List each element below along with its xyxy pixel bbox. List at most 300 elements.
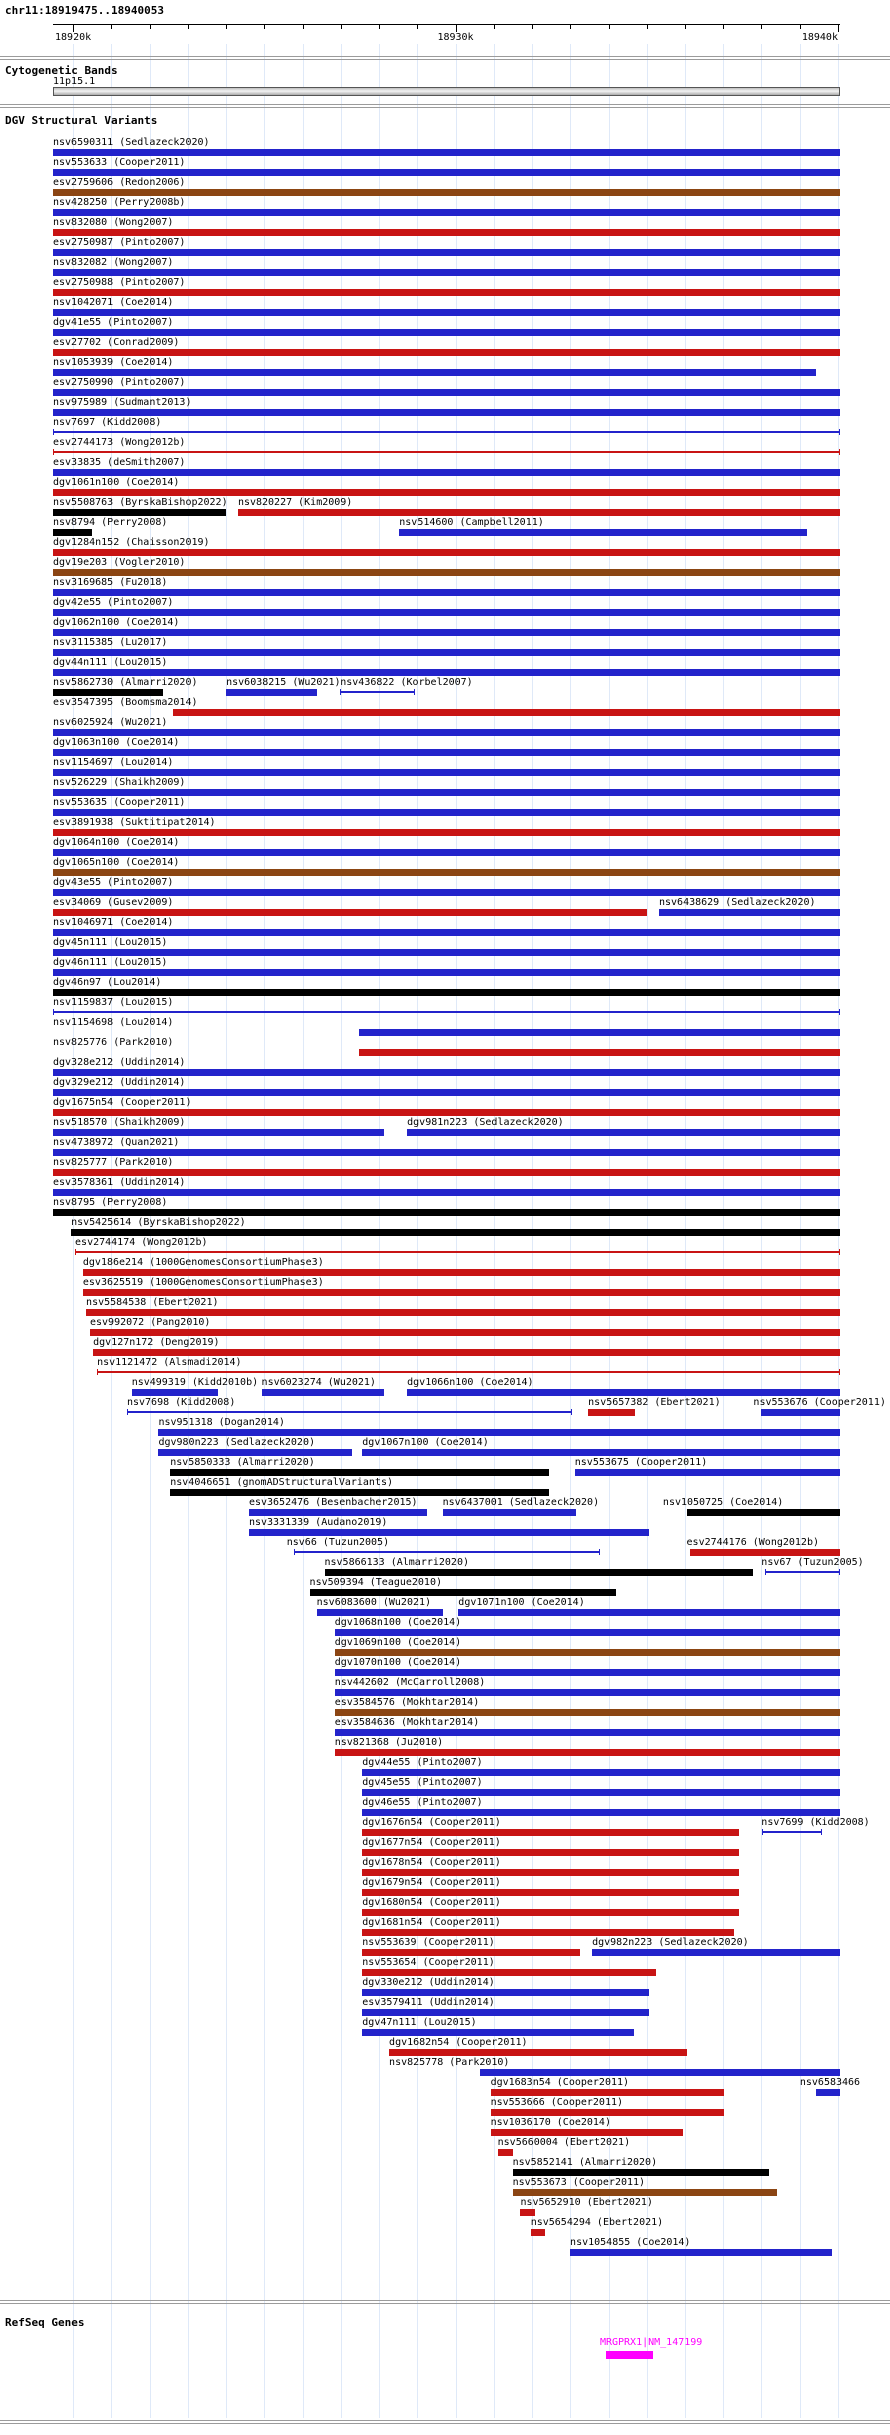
ruler-tick xyxy=(188,25,189,29)
coordinate-ruler xyxy=(53,24,840,46)
variant-bar[interactable] xyxy=(249,1509,427,1516)
variant-label[interactable]: nsv6583466 xyxy=(799,2077,861,2088)
variant-bar[interactable] xyxy=(53,269,840,276)
variant-label[interactable]: nsv553633 (Cooper2011) xyxy=(53,157,186,168)
variant-row xyxy=(53,1178,840,1198)
variant-row xyxy=(53,378,840,398)
variant-label[interactable]: dgv46e55 (Pinto2007) xyxy=(362,1797,483,1808)
variant-label[interactable]: esv3652476 (Besenbacher2015) xyxy=(248,1497,418,1508)
variant-row xyxy=(53,1878,840,1898)
variant-label[interactable]: nsv526229 (Shaikh2009) xyxy=(53,777,186,788)
variant-bar[interactable] xyxy=(53,889,840,896)
variant-label[interactable]: dgv1683n54 (Cooper2011) xyxy=(490,2077,630,2088)
variant-label[interactable]: nsv1042071 (Coe2014) xyxy=(53,297,174,308)
variant-label[interactable]: dgv44n111 (Lou2015) xyxy=(53,657,168,668)
variant-bar[interactable] xyxy=(53,629,840,636)
variant-label[interactable]: dgv1284n152 (Chaisson2019) xyxy=(53,537,210,548)
variant-bar[interactable] xyxy=(389,2049,686,2056)
variant-bar[interactable] xyxy=(93,1349,840,1356)
variant-bar[interactable] xyxy=(53,829,840,836)
variant-label[interactable]: esv2750990 (Pinto2007) xyxy=(53,377,186,388)
variant-bar[interactable] xyxy=(335,1709,840,1716)
variant-bar[interactable] xyxy=(491,2129,683,2136)
cytoband-track-title: Cytogenetic Bands xyxy=(5,64,118,77)
variant-bar[interactable] xyxy=(362,1869,739,1876)
variant-bar[interactable] xyxy=(226,689,317,696)
variant-bar[interactable] xyxy=(53,569,840,576)
variant-bar[interactable] xyxy=(53,509,226,516)
variant-label[interactable]: nsv509394 (Teague2010) xyxy=(309,1577,442,1588)
gene-bar[interactable] xyxy=(606,2351,652,2359)
variant-label[interactable]: esv3891938 (Suktitipat2014) xyxy=(53,817,216,828)
variant-label[interactable]: nsv499319 (Kidd2010b) xyxy=(131,1377,259,1388)
variant-bar[interactable] xyxy=(362,1769,840,1776)
variant-label[interactable]: nsv436822 (Korbel2007) xyxy=(340,677,473,688)
variant-row xyxy=(53,958,840,978)
variant-label[interactable]: nsv553666 (Cooper2011) xyxy=(490,2097,624,2108)
variant-bar[interactable] xyxy=(53,749,840,756)
refseq-track-title: RefSeq Genes xyxy=(5,2316,85,2329)
variant-label[interactable]: nsv4738972 (Quan2021) xyxy=(53,1137,180,1148)
variant-label[interactable]: dgv1071n100 (Coe2014) xyxy=(458,1597,585,1608)
variant-label[interactable]: dgv1682n54 (Cooper2011) xyxy=(389,2037,528,2048)
variant-bar[interactable] xyxy=(498,2149,514,2156)
variant-label[interactable]: nsv553654 (Cooper2011) xyxy=(362,1957,495,1968)
variant-bar[interactable] xyxy=(53,149,840,156)
ruler-tick xyxy=(685,25,686,29)
variant-label[interactable]: dgv329e212 (Uddin2014) xyxy=(53,1077,186,1088)
variant-label[interactable]: nsv553676 (Cooper2011) xyxy=(753,1397,886,1408)
variant-bar[interactable] xyxy=(362,1449,840,1456)
variant-label[interactable]: esv2744174 (Wong2012b) xyxy=(75,1237,208,1248)
variant-label[interactable]: nsv7698 (Kidd2008) xyxy=(126,1397,236,1408)
dgv-track-title: DGV Structural Variants xyxy=(5,114,158,127)
variant-row xyxy=(53,498,840,518)
variant-bar[interactable] xyxy=(362,1849,739,1856)
variant-label[interactable]: dgv1681n54 (Cooper2011) xyxy=(362,1917,501,1928)
variant-label[interactable]: dgv1069n100 (Coe2014) xyxy=(334,1637,462,1648)
variant-label[interactable]: dgv1063n100 (Coe2014) xyxy=(53,737,180,748)
variant-row xyxy=(53,1458,840,1478)
variant-bar[interactable] xyxy=(53,1169,840,1176)
variant-bar[interactable] xyxy=(491,2109,725,2116)
variant-label[interactable]: nsv442602 (McCarroll2008) xyxy=(334,1677,486,1688)
variant-label[interactable]: dgv44e55 (Pinto2007) xyxy=(362,1757,483,1768)
variant-bar[interactable] xyxy=(53,549,840,556)
variant-label[interactable]: dgv1070n100 (Coe2014) xyxy=(334,1657,462,1668)
variant-label[interactable]: dgv41e55 (Pinto2007) xyxy=(53,317,174,328)
variant-label[interactable]: nsv67 (Tuzun2005) xyxy=(761,1557,864,1568)
variant-bar[interactable] xyxy=(310,1589,616,1596)
ruler-tick xyxy=(647,25,648,29)
variant-label[interactable]: nsv5852141 (Almarri2020) xyxy=(512,2157,658,2168)
variant-bar[interactable] xyxy=(53,589,840,596)
variant-bar[interactable] xyxy=(53,769,840,776)
variant-bar[interactable] xyxy=(170,1469,549,1476)
variant-label[interactable]: nsv5850333 (Almarri2020) xyxy=(170,1457,315,1468)
variant-label[interactable]: esv992072 (Pang2010) xyxy=(89,1317,211,1328)
variant-bar[interactable] xyxy=(53,869,840,876)
variant-label[interactable]: nsv8795 (Perry2008) xyxy=(53,1197,168,1208)
variant-label[interactable]: nsv6025924 (Wu2021) xyxy=(53,717,168,728)
variant-row xyxy=(53,1078,840,1098)
variant-row xyxy=(53,1158,840,1178)
variant-bar[interactable] xyxy=(262,1389,384,1396)
variant-label[interactable]: nsv1053939 (Coe2014) xyxy=(53,357,174,368)
variant-bar[interactable] xyxy=(762,1831,822,1833)
variant-bar[interactable] xyxy=(362,1949,580,1956)
variant-bar[interactable] xyxy=(659,909,840,916)
variant-label[interactable]: dgv1068n100 (Coe2014) xyxy=(334,1617,462,1628)
variant-label[interactable]: dgv981n223 (Sedlazeck2020) xyxy=(407,1117,564,1128)
variant-bar[interactable] xyxy=(362,1809,840,1816)
variant-bar[interactable] xyxy=(53,489,840,496)
variant-label[interactable]: dgv127n172 (Deng2019) xyxy=(93,1337,220,1348)
variant-bar[interactable] xyxy=(53,669,840,676)
variant-label[interactable]: esv3579411 (Uddin2014) xyxy=(362,1997,495,2008)
variant-label[interactable]: dgv1680n54 (Cooper2011) xyxy=(362,1897,501,1908)
variant-label[interactable]: nsv825777 (Park2010) xyxy=(53,1157,174,1168)
variant-bar[interactable] xyxy=(83,1289,840,1296)
variant-bar[interactable] xyxy=(97,1371,840,1373)
variant-bar[interactable] xyxy=(53,431,840,433)
variant-bar[interactable] xyxy=(335,1749,840,1756)
ruler-tick xyxy=(73,25,74,32)
variant-label[interactable]: nsv3115385 (Lu2017) xyxy=(53,637,168,648)
variant-bar[interactable] xyxy=(53,689,163,696)
variant-bar[interactable] xyxy=(53,789,840,796)
variant-label[interactable]: nsv5866133 (Almarri2020) xyxy=(324,1557,469,1568)
variant-label[interactable]: dgv1067n100 (Coe2014) xyxy=(362,1437,489,1448)
variant-bar[interactable] xyxy=(170,1489,549,1496)
variant-bar[interactable] xyxy=(690,1549,840,1556)
variant-bar[interactable] xyxy=(53,369,816,376)
variant-label[interactable]: nsv6590311 (Sedlazeck2020) xyxy=(53,137,210,148)
variant-bar[interactable] xyxy=(53,969,840,976)
variant-row xyxy=(53,918,840,938)
variant-row xyxy=(53,1638,840,1658)
variant-bar[interactable] xyxy=(362,1969,656,1976)
variant-bar[interactable] xyxy=(362,1929,733,1936)
ruler-tick-label: 18920k xyxy=(55,32,92,43)
variant-bar[interactable] xyxy=(53,1149,840,1156)
variant-label[interactable]: dgv42e55 (Pinto2007) xyxy=(53,597,174,608)
variant-bar[interactable] xyxy=(53,1209,840,1216)
variant-label[interactable]: nsv5654294 (Ebert2021) xyxy=(530,2217,664,2228)
variant-bar[interactable] xyxy=(335,1649,840,1656)
variant-label[interactable]: nsv1054855 (Coe2014) xyxy=(570,2237,691,2248)
variant-label[interactable]: nsv1121472 (Alsmadi2014) xyxy=(97,1357,242,1368)
variant-bar[interactable] xyxy=(53,1011,840,1013)
track-separator xyxy=(0,56,890,57)
variant-label[interactable]: dgv45e55 (Pinto2007) xyxy=(362,1777,483,1788)
variant-label[interactable]: nsv821368 (Ju2010) xyxy=(334,1737,444,1748)
variant-bar[interactable] xyxy=(53,189,840,196)
variant-label[interactable]: dgv1062n100 (Coe2014) xyxy=(53,617,180,628)
variant-bar[interactable] xyxy=(458,1609,840,1616)
variant-row xyxy=(53,1838,840,1858)
variant-bar[interactable] xyxy=(335,1629,840,1636)
variant-label[interactable]: dgv328e212 (Uddin2014) xyxy=(53,1057,186,1068)
variant-label[interactable]: nsv5425614 (ByrskaBishop2022) xyxy=(71,1217,246,1228)
variant-label[interactable]: nsv6038215 (Wu2021) xyxy=(226,677,341,688)
variant-row xyxy=(53,1598,840,1618)
variant-bar[interactable] xyxy=(53,949,840,956)
variant-bar[interactable] xyxy=(362,1889,739,1896)
variant-label[interactable]: nsv518570 (Shaikh2009) xyxy=(53,1117,186,1128)
variant-bar[interactable] xyxy=(53,809,840,816)
variant-bar[interactable] xyxy=(53,349,840,356)
variant-bar[interactable] xyxy=(531,2229,545,2236)
variant-row xyxy=(53,2218,840,2238)
variant-bar[interactable] xyxy=(294,1551,600,1553)
variant-label[interactable]: dgv1679n54 (Cooper2011) xyxy=(362,1877,501,1888)
variant-bar[interactable] xyxy=(53,229,840,236)
variant-bar[interactable] xyxy=(71,1229,840,1236)
cytoband-bar[interactable] xyxy=(53,87,840,96)
variant-label[interactable]: nsv7699 (Kidd2008) xyxy=(761,1817,870,1828)
variant-label[interactable]: nsv514600 (Campbell2011) xyxy=(399,517,544,528)
variant-bar[interactable] xyxy=(335,1669,840,1676)
variant-label[interactable]: esv34069 (Gusev2009) xyxy=(53,897,174,908)
variant-bar[interactable] xyxy=(53,929,840,936)
gene-label[interactable]: MRGPRX1|NM_147199 xyxy=(599,2337,703,2348)
variant-row xyxy=(53,598,840,618)
variant-bar[interactable] xyxy=(53,649,840,656)
variant-bar[interactable] xyxy=(816,2089,840,2096)
variant-row xyxy=(53,1298,840,1318)
variant-row xyxy=(53,1557,864,1578)
variant-row xyxy=(53,1098,840,1118)
variant-label[interactable]: nsv553673 (Cooper2011) xyxy=(512,2177,646,2188)
variant-bar[interactable] xyxy=(513,2169,770,2176)
variant-bar[interactable] xyxy=(765,1571,840,1573)
variant-label[interactable]: nsv975989 (Sudmant2013) xyxy=(53,397,192,408)
variant-bar[interactable] xyxy=(399,529,807,536)
variant-bar[interactable] xyxy=(53,1189,840,1196)
ruler-tick xyxy=(723,25,724,29)
variant-bar[interactable] xyxy=(53,389,840,396)
variant-label[interactable]: nsv832080 (Wong2007) xyxy=(53,217,174,228)
variant-bar[interactable] xyxy=(86,1309,840,1316)
variant-label[interactable]: nsv6438629 (Sedlazeck2020) xyxy=(658,897,816,908)
variant-label[interactable]: esv3625519 (1000GenomesConsortiumPhase3) xyxy=(82,1277,324,1288)
variant-label[interactable]: dgv19e203 (Vogler2010) xyxy=(53,557,186,568)
variant-bar[interactable] xyxy=(570,2249,832,2256)
variant-label[interactable]: nsv1050725 (Coe2014) xyxy=(662,1497,784,1508)
variant-bar[interactable] xyxy=(53,469,840,476)
variant-label[interactable]: nsv5584538 (Ebert2021) xyxy=(86,1297,219,1308)
variant-label[interactable]: dgv1065n100 (Coe2014) xyxy=(53,857,180,868)
refseq-genes xyxy=(53,2338,840,2378)
variant-label[interactable]: nsv3169685 (Fu2018) xyxy=(53,577,168,588)
ruler-tick xyxy=(532,25,533,29)
variant-label[interactable]: dgv982n223 (Sedlazeck2020) xyxy=(592,1937,749,1948)
variant-label[interactable]: dgv46n97 (Lou2014) xyxy=(53,977,162,988)
variant-label[interactable]: nsv825776 (Park2010) xyxy=(53,1037,174,1048)
variant-bar[interactable] xyxy=(53,409,840,416)
variant-label[interactable]: nsv3331339 (Audano2019) xyxy=(248,1517,388,1528)
variant-bar[interactable] xyxy=(362,1909,739,1916)
variant-bar[interactable] xyxy=(249,1529,649,1536)
variant-bar[interactable] xyxy=(491,2089,725,2096)
variant-label[interactable]: nsv553635 (Cooper2011) xyxy=(53,797,186,808)
variant-bar[interactable] xyxy=(362,1789,840,1796)
variant-row xyxy=(53,1318,840,1338)
variant-bar[interactable] xyxy=(335,1689,840,1696)
variant-bar[interactable] xyxy=(127,1411,572,1413)
variant-label[interactable]: nsv825778 (Park2010) xyxy=(389,2057,510,2068)
variant-row xyxy=(53,478,840,498)
variant-bar[interactable] xyxy=(687,1509,840,1516)
variant-label[interactable]: esv33835 (deSmith2007) xyxy=(53,457,186,468)
variant-bar[interactable] xyxy=(53,309,840,316)
variant-bar[interactable] xyxy=(520,2209,534,2216)
variant-label[interactable]: dgv1678n54 (Cooper2011) xyxy=(362,1857,501,1868)
variant-label[interactable]: nsv553675 (Cooper2011) xyxy=(574,1457,708,1468)
variant-label[interactable]: esv27702 (Conrad2009) xyxy=(53,337,180,348)
variant-bar[interactable] xyxy=(480,2069,840,2076)
variant-label[interactable]: dgv980n223 (Sedlazeck2020) xyxy=(158,1437,315,1448)
variant-label[interactable]: nsv7697 (Kidd2008) xyxy=(53,417,162,428)
variant-label[interactable]: esv3584576 (Mokhtar2014) xyxy=(334,1697,480,1708)
variant-label[interactable]: dgv1066n100 (Coe2014) xyxy=(407,1377,534,1388)
variant-label[interactable]: nsv6023274 (Wu2021) xyxy=(261,1377,376,1388)
variant-bar[interactable] xyxy=(340,691,415,693)
variant-bar[interactable] xyxy=(592,1949,840,1956)
variant-label[interactable]: esv2744173 (Wong2012b) xyxy=(53,437,186,448)
variant-bar[interactable] xyxy=(407,1389,840,1396)
variant-label[interactable]: esv3547395 (Boomsma2014) xyxy=(53,697,198,708)
variant-label[interactable]: dgv43e55 (Pinto2007) xyxy=(53,877,174,888)
variant-label[interactable]: esv2750988 (Pinto2007) xyxy=(53,277,186,288)
variant-row xyxy=(53,1658,840,1678)
variant-bar[interactable] xyxy=(53,1109,840,1116)
variant-bar[interactable] xyxy=(53,1089,840,1096)
variant-bar[interactable] xyxy=(53,289,840,296)
ruler-tick xyxy=(838,25,839,32)
variant-row xyxy=(53,1578,840,1598)
variant-bar[interactable] xyxy=(83,1269,840,1276)
variant-row xyxy=(53,1118,840,1138)
variant-label[interactable]: dgv186e214 (1000GenomesConsortiumPhase3) xyxy=(82,1257,324,1268)
variant-row xyxy=(53,2098,840,2118)
variant-bar[interactable] xyxy=(53,729,840,736)
variant-bar[interactable] xyxy=(359,1029,840,1036)
variant-label[interactable]: nsv5652910 (Ebert2021) xyxy=(520,2197,653,2208)
variant-bar[interactable] xyxy=(75,1251,840,1253)
variant-label[interactable]: nsv6083600 (Wu2021) xyxy=(316,1597,432,1608)
variant-label[interactable]: dgv46n111 (Lou2015) xyxy=(53,957,168,968)
variant-label[interactable]: esv2744176 (Wong2012b) xyxy=(686,1537,819,1548)
variant-bar[interactable] xyxy=(53,329,840,336)
variant-bar[interactable] xyxy=(761,1409,840,1416)
variant-label[interactable]: nsv5862730 (Almarri2020) xyxy=(53,677,198,688)
variant-bar[interactable] xyxy=(317,1609,443,1616)
variant-label[interactable]: nsv1154698 (Lou2014) xyxy=(53,1017,174,1028)
variant-bar[interactable] xyxy=(90,1329,840,1336)
variant-bar[interactable] xyxy=(443,1509,577,1516)
variant-bar[interactable] xyxy=(513,2189,777,2196)
variant-bar[interactable] xyxy=(588,1409,635,1416)
variant-row xyxy=(53,1538,840,1558)
variant-label[interactable]: nsv5657382 (Ebert2021) xyxy=(588,1397,721,1408)
variant-bar[interactable] xyxy=(158,1429,840,1436)
variant-bar[interactable] xyxy=(575,1469,840,1476)
variant-bar[interactable] xyxy=(173,709,840,716)
variant-bar[interactable] xyxy=(53,609,840,616)
variant-row xyxy=(53,1378,840,1398)
variant-label[interactable]: dgv1675n54 (Cooper2011) xyxy=(53,1097,192,1108)
variant-label[interactable]: nsv1159837 (Lou2015) xyxy=(53,997,174,1008)
variant-bar[interactable] xyxy=(132,1389,219,1396)
variant-bar[interactable] xyxy=(359,1049,840,1056)
variant-label[interactable]: dgv1676n54 (Cooper2011) xyxy=(362,1817,501,1828)
variant-bar[interactable] xyxy=(53,989,840,996)
variant-label[interactable]: dgv1061n100 (Coe2014) xyxy=(53,477,180,488)
variant-label[interactable]: dgv1064n100 (Coe2014) xyxy=(53,837,180,848)
cytoband-label[interactable]: 11p15.1 xyxy=(53,76,96,87)
variant-bar[interactable] xyxy=(53,849,840,856)
variant-bar[interactable] xyxy=(362,1989,648,1996)
variant-bar[interactable] xyxy=(53,451,840,453)
variant-bar[interactable] xyxy=(53,209,840,216)
variant-bar[interactable] xyxy=(53,169,840,176)
variant-label[interactable]: nsv428250 (Perry2008b) xyxy=(53,197,186,208)
variant-label[interactable]: esv3584636 (Mokhtar2014) xyxy=(334,1717,480,1728)
variant-label[interactable]: nsv1046971 (Coe2014) xyxy=(53,917,174,928)
variant-label[interactable]: dgv330e212 (Uddin2014) xyxy=(362,1977,495,1988)
variant-bar[interactable] xyxy=(158,1449,352,1456)
variant-label[interactable]: esv2759606 (Redon2006) xyxy=(53,177,186,188)
variant-label[interactable]: nsv5660004 (Ebert2021) xyxy=(497,2137,631,2148)
variant-label[interactable]: nsv951318 (Dogan2014) xyxy=(158,1417,285,1428)
variant-bar[interactable] xyxy=(362,2029,634,2036)
variant-label[interactable]: dgv47n111 (Lou2015) xyxy=(362,2017,477,2028)
variant-label[interactable]: esv2750987 (Pinto2007) xyxy=(53,237,186,248)
variant-row xyxy=(53,418,840,438)
variant-bar[interactable] xyxy=(325,1569,754,1576)
variant-bar[interactable] xyxy=(362,1829,739,1836)
variant-label[interactable]: dgv45n111 (Lou2015) xyxy=(53,937,168,948)
variant-bar[interactable] xyxy=(362,2009,648,2016)
variant-label[interactable]: nsv1154697 (Lou2014) xyxy=(53,757,174,768)
variant-bar[interactable] xyxy=(335,1729,840,1736)
variant-bar[interactable] xyxy=(53,1069,840,1076)
variant-label[interactable]: nsv6437001 (Sedlazeck2020) xyxy=(442,1497,600,1508)
variant-label[interactable]: nsv1036170 (Coe2014) xyxy=(490,2117,611,2128)
variant-row xyxy=(53,2138,840,2158)
variant-row xyxy=(53,218,840,238)
variant-label[interactable]: nsv66 (Tuzun2005) xyxy=(286,1537,390,1548)
variant-label[interactable]: nsv832082 (Wong2007) xyxy=(53,257,174,268)
variant-label[interactable]: dgv1677n54 (Cooper2011) xyxy=(362,1837,501,1848)
variant-label[interactable]: nsv5508763 (ByrskaBishop2022) xyxy=(53,497,228,508)
variant-bar[interactable] xyxy=(53,909,647,916)
variant-label[interactable]: nsv553639 (Cooper2011) xyxy=(362,1937,495,1948)
variant-bar[interactable] xyxy=(53,249,840,256)
variant-label[interactable]: nsv8794 (Perry2008) xyxy=(53,517,168,528)
variant-label[interactable]: nsv4046651 (gnomADStructuralVariants) xyxy=(170,1477,394,1488)
variant-label[interactable]: nsv820227 (Kim2009) xyxy=(237,497,353,508)
variant-label[interactable]: esv3578361 (Uddin2014) xyxy=(53,1177,186,1188)
variant-row xyxy=(53,1478,840,1498)
variant-row xyxy=(53,578,840,598)
variant-bar[interactable] xyxy=(407,1129,840,1136)
variant-bar[interactable] xyxy=(53,529,92,536)
variant-bar[interactable] xyxy=(53,1129,384,1136)
variant-bar[interactable] xyxy=(238,509,840,516)
